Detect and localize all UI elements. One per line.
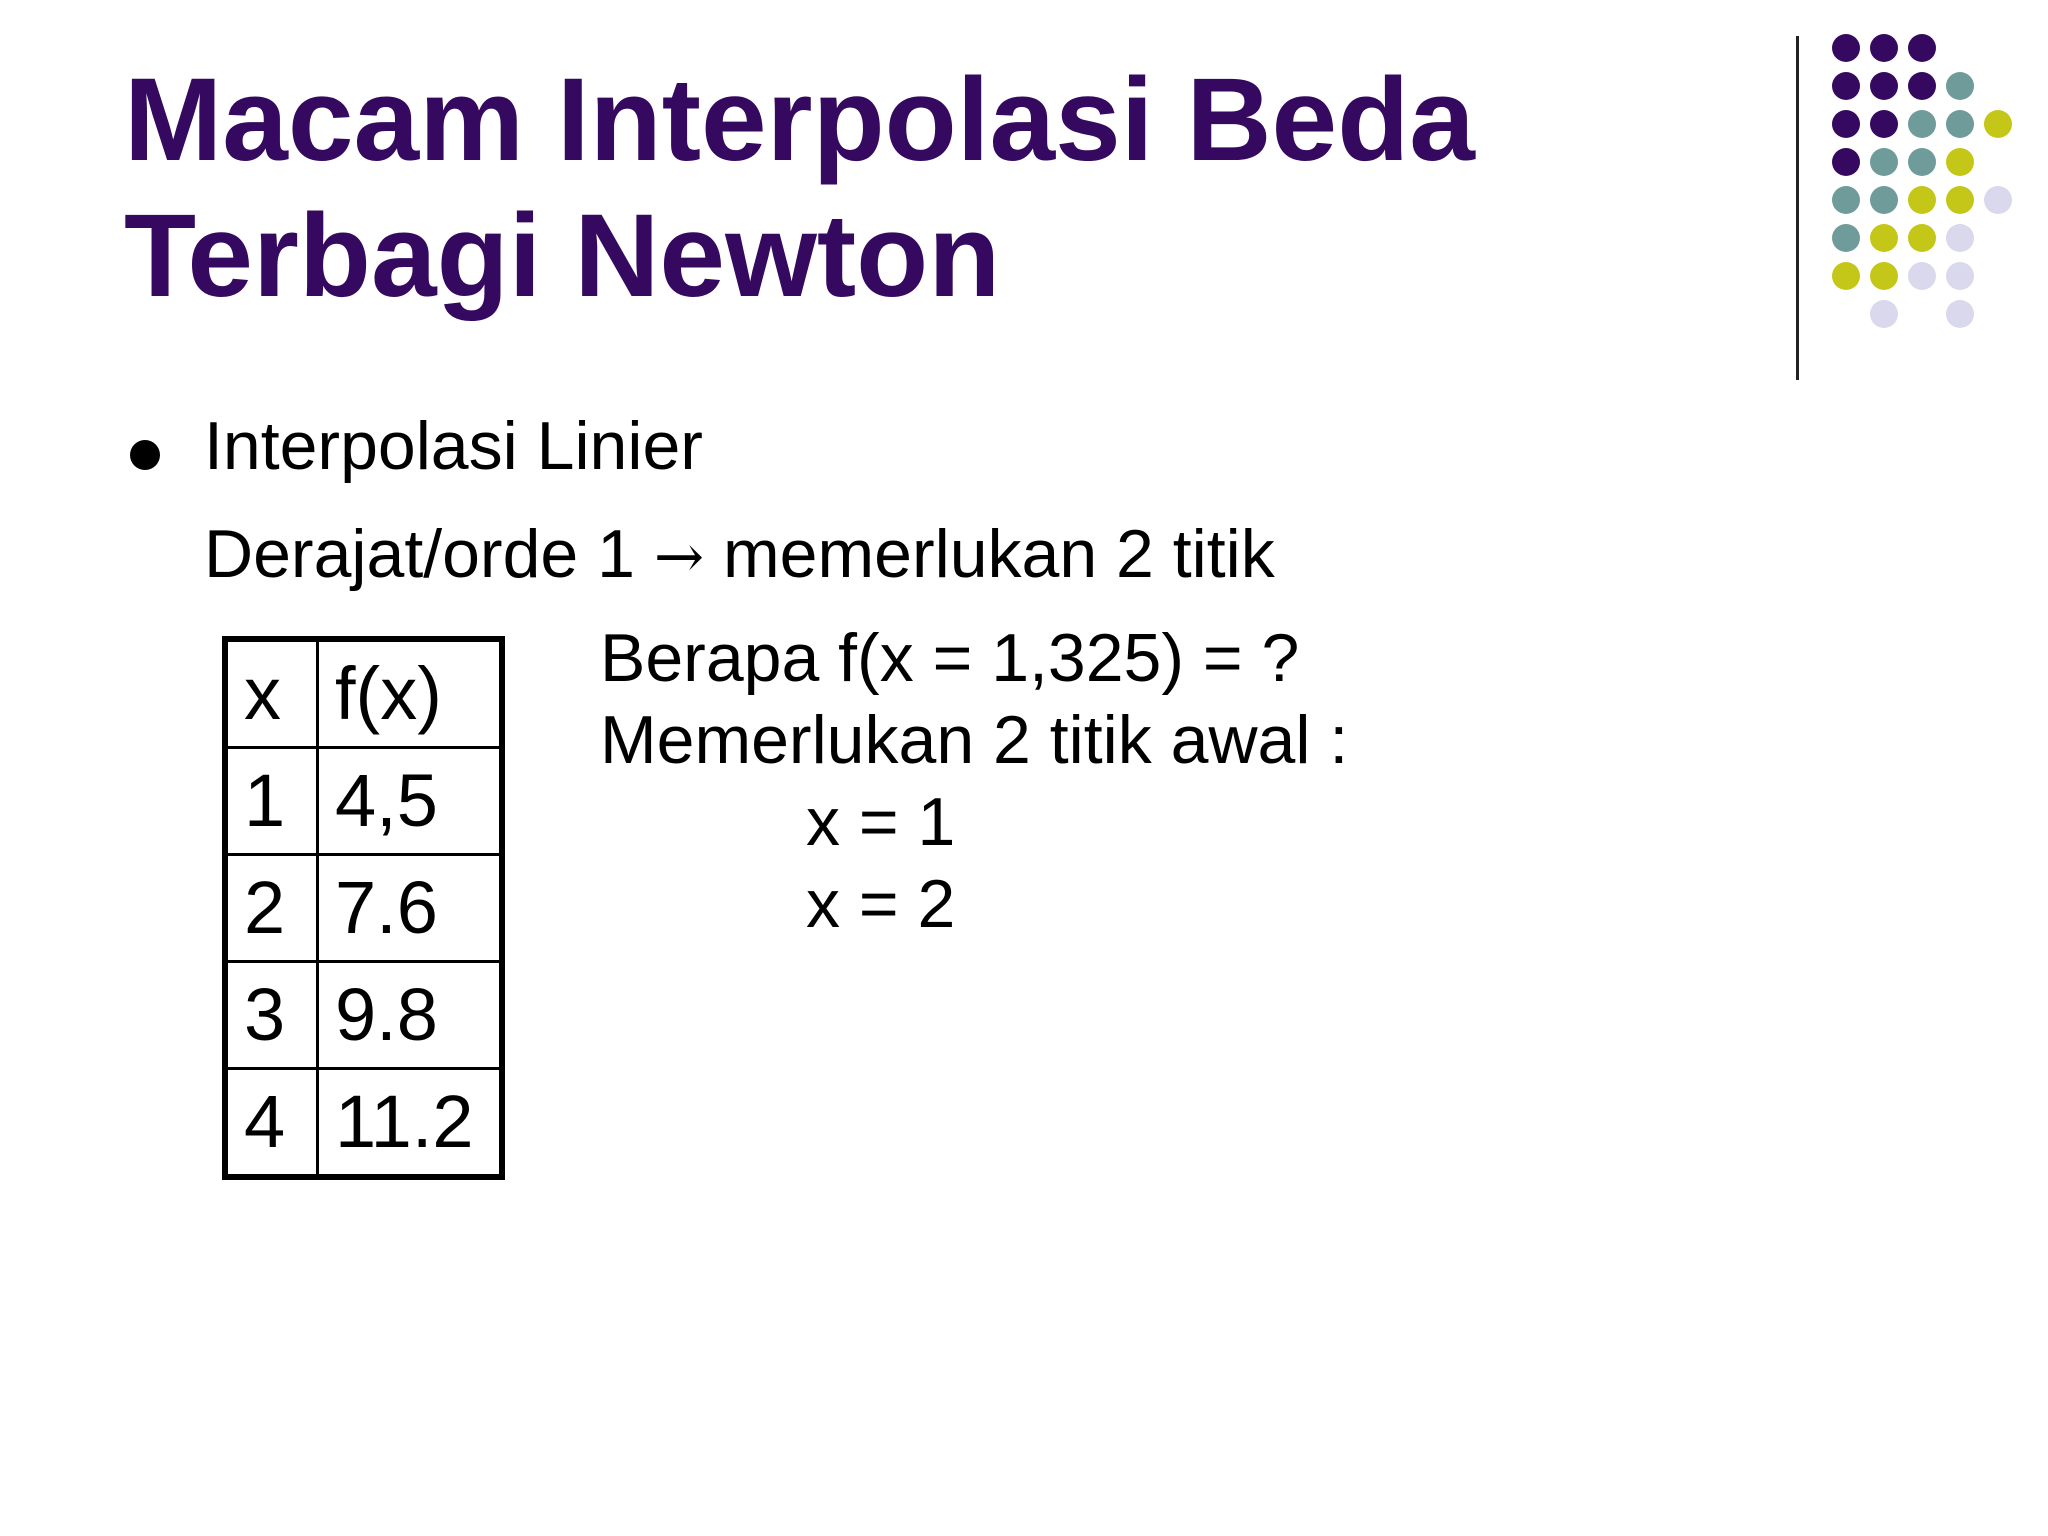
- bullet-subline: [204, 514, 1275, 597]
- table-cell-x: 2: [225, 855, 318, 962]
- question-line: Berapa f(x = 1,325) = ?: [600, 620, 1300, 696]
- question-requirement-line: Memerlukan 2 titik awal :: [600, 702, 1349, 778]
- decor-dot: [1908, 34, 1936, 62]
- initial-point-1: x = 1: [806, 784, 956, 860]
- decor-dot: [1908, 262, 1936, 290]
- decor-dot: [1946, 186, 1974, 214]
- table-header-x: x: [225, 639, 318, 748]
- bullet-heading: Interpolasi Linier: [204, 408, 703, 484]
- decor-dot: [1870, 224, 1898, 252]
- table-cell-fx: 9.8: [318, 962, 503, 1069]
- decor-dot: [1870, 148, 1898, 176]
- decor-dot: [1908, 148, 1936, 176]
- right-arrow-icon: →: [653, 522, 705, 592]
- decor-dot: [1984, 186, 2012, 214]
- table-cell-x: 4: [225, 1069, 318, 1178]
- decor-dot: [1946, 262, 1974, 290]
- table-row: [225, 962, 502, 1069]
- table-row: [225, 1069, 502, 1178]
- table-cell-fx: 11.2: [318, 1069, 503, 1178]
- decor-dot: [1870, 300, 1898, 328]
- decor-dot: [1832, 148, 1860, 176]
- slide-title: [124, 52, 1475, 324]
- decorative-divider: [1796, 36, 1799, 380]
- decor-dot: [1946, 300, 1974, 328]
- decor-dot: [1870, 110, 1898, 138]
- decor-dot: [1946, 224, 1974, 252]
- decor-dot: [1870, 262, 1898, 290]
- decor-dot: [1870, 34, 1898, 62]
- slide-title-line-2: Terbagi Newton: [124, 190, 1001, 322]
- decor-dot: [1832, 186, 1860, 214]
- table-cell-x: 1: [225, 748, 318, 855]
- data-table: [222, 636, 505, 1180]
- table-header-fx: f(x): [318, 639, 503, 748]
- decor-dot: [1908, 72, 1936, 100]
- subline-requirement: memerlukan 2 titik: [723, 516, 1275, 592]
- table-row: [225, 748, 502, 855]
- decor-dot: [1832, 224, 1860, 252]
- slide-title-line-1: Macam Interpolasi Beda: [124, 54, 1475, 186]
- table-cell-x: 3: [225, 962, 318, 1069]
- decor-dot: [1946, 72, 1974, 100]
- decor-dot: [1908, 224, 1936, 252]
- bullet-icon: [130, 440, 160, 470]
- subline-degree: Derajat/orde 1: [204, 516, 635, 592]
- decor-dot: [1832, 72, 1860, 100]
- decor-dot: [1946, 110, 1974, 138]
- decor-dot: [1832, 34, 1860, 62]
- decor-dot: [1832, 110, 1860, 138]
- table-cell-fx: 7.6: [318, 855, 503, 962]
- initial-point-2: x = 2: [806, 866, 956, 942]
- decor-dot: [1908, 186, 1936, 214]
- table-header-row: [225, 639, 502, 748]
- decor-dot: [1984, 110, 2012, 138]
- decor-dot: [1908, 110, 1936, 138]
- decor-dot: [1832, 262, 1860, 290]
- table-cell-fx: 4,5: [318, 748, 503, 855]
- decor-dot: [1870, 72, 1898, 100]
- table-row: [225, 855, 502, 962]
- decor-dot: [1946, 148, 1974, 176]
- decor-dot: [1870, 186, 1898, 214]
